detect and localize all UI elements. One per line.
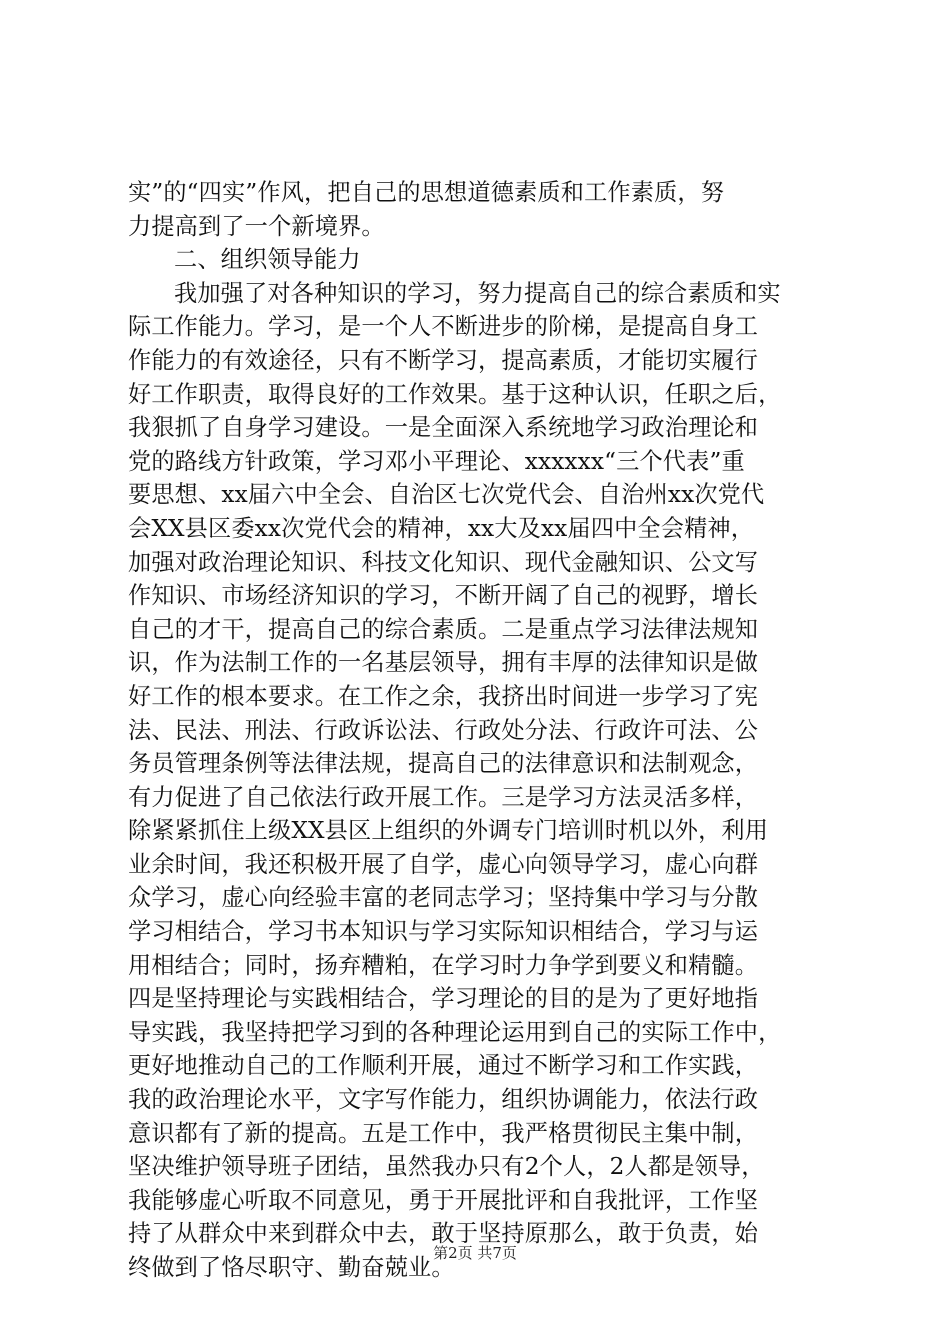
text-line: 意识都有了新的提高。五是工作中，我严格贯彻民主集中制， [128, 1119, 759, 1147]
text-line: 众学习，虚心向经验丰富的老同志学习；坚持集中学习与分散 [128, 884, 759, 912]
text-line: 力提高到了一个新境界。 [128, 212, 385, 240]
page-footer: 第2页 共7页 [433, 1244, 517, 1262]
text-line: 好工作的根本要求。在工作之余，我挤出时间进一步学习了宪 [128, 682, 759, 710]
text-line: 我能够虚心听取不同意见，勇于开展批评和自我批评，工作坚 [128, 1186, 759, 1214]
text-line: 学习相结合，学习书本知识与学习实际知识相结合，学习与运 [128, 918, 759, 946]
text-line: 终做到了恪尽职守、勤奋兢业。 [128, 1254, 455, 1281]
text-line: 实”的“四实”作风，把自己的思想道德素质和工作素质，努 [128, 179, 725, 206]
text-line: 作能力的有效途径，只有不断学习，提高素质，才能切实履行 [128, 346, 759, 374]
text-line: 持了从群众中来到群众中去，敢于坚持原那么，敢于负责，始 [128, 1220, 759, 1248]
text-line: 我加强了对各种知识的学习，努力提高自己的综合素质和实 [174, 279, 781, 307]
text-line: 更好地推动自己的工作顺利开展，通过不断学习和工作实践， [128, 1052, 759, 1080]
text-line: 法、民法、刑法、行政诉讼法、行政处分法、行政许可法、公 [128, 716, 759, 744]
text-line: 坚决维护领导班子团结，虽然我办只有2个人，2人都是领导， [128, 1153, 765, 1181]
text-line: 加强对政治理论知识、科技文化知识、现代金融知识、公文写 [128, 548, 759, 576]
text-line: 二、组织领导能力 [174, 246, 361, 274]
text-line: 好工作职责，取得良好的工作效果。基于这种认识，任职之后， [128, 380, 782, 408]
document-body [128, 176, 828, 1285]
text-line: 四是坚持理论与实践相结合，学习理论的目的是为了更好地指 [128, 985, 759, 1013]
text-line: 我的政治理论水平，文字写作能力，组织协调能力，依法行政 [128, 1086, 759, 1114]
text-line: 际工作能力。学习，是一个人不断进步的阶梯，是提高自身工 [128, 313, 759, 341]
text-line: 务员管理条例等法律法规，提高自己的法律意识和法制观念， [128, 750, 759, 778]
text-line: 党的路线方针政策，学习邓小平理论、xxxxxx“三个代表”重 [128, 447, 745, 475]
text-line: 要思想、xx届六中全会、自治区七次党代会、自治州xx次党代 [128, 481, 765, 509]
text-line: 除紧紧抓住上级XX县区上组织的外调专门培训时机以外，利用 [128, 817, 769, 845]
text-line: 自己的才干，提高自己的综合素质。二是重点学习法律法规知 [128, 615, 759, 643]
text-line: 会XX县区委xx次党代会的精神，xx大及xx届四中全会精神， [128, 514, 755, 542]
text-line: 我狠抓了自身学习建设。一是全面深入系统地学习政治理论和 [128, 414, 759, 442]
text-line: 导实践，我坚持把学习到的各种理论运用到自己的实际工作中， [128, 1018, 782, 1046]
text-line: 用相结合；同时，扬弃糟粕，在学习时力争学到要义和精髓。 [128, 951, 759, 979]
text-line: 有力促进了自己依法行政开展工作。三是学习方法灵活多样， [128, 783, 759, 811]
text-line: 识，作为法制工作的一名基层领导，拥有丰厚的法律知识是做 [128, 649, 759, 677]
text-line: 作知识、市场经济知识的学习，不断开阔了自己的视野，增长 [128, 582, 759, 610]
text-line: 业余时间，我还积极开展了自学，虚心向领导学习，虚心向群 [128, 850, 759, 878]
